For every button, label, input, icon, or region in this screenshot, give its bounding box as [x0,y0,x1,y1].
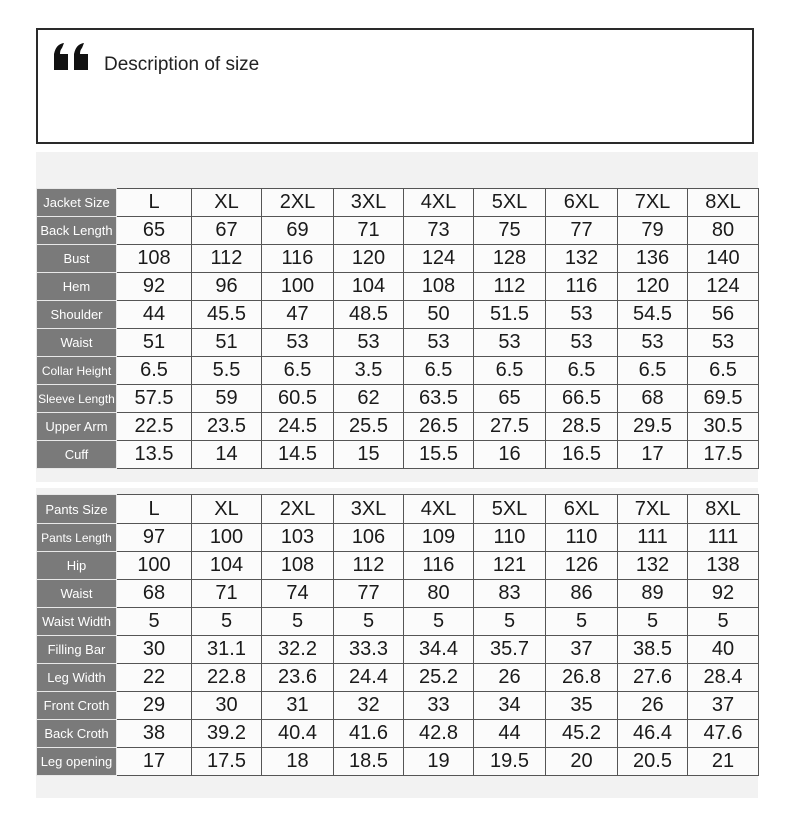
table-cell: 89 [618,580,688,608]
table-cell: 27.5 [474,413,546,441]
table-cell: 5 [404,608,474,636]
table-cell: 6.5 [404,357,474,385]
table-cell: 21 [688,748,759,776]
table-row [37,608,759,636]
table-cell: 124 [404,245,474,273]
table-row [37,301,759,329]
table-cell: 100 [117,552,192,580]
table-cell: 83 [474,580,546,608]
table-cell: 100 [262,273,334,301]
table-cell: 53 [688,329,759,357]
table-cell: 26.8 [546,664,618,692]
row-header-cell: Pants Size [37,495,117,524]
table-cell: 25.5 [334,413,404,441]
table-cell: 17 [117,748,192,776]
row-header-cell: Back Length [37,217,117,245]
table-cell: 44 [117,301,192,329]
table-row [37,748,759,776]
size-header-cell: XL [192,189,262,217]
size-header-cell: XL [192,495,262,524]
table-cell: 5 [117,608,192,636]
table-cell: 6.5 [474,357,546,385]
table-cell: 108 [404,273,474,301]
table-cell: 19.5 [474,748,546,776]
table-cell: 53 [334,329,404,357]
jacket-size-section [36,152,758,482]
table-row [37,217,759,245]
table-cell: 80 [688,217,759,245]
table-cell: 35.7 [474,636,546,664]
table-cell: 47 [262,301,334,329]
table-cell: 77 [546,217,618,245]
table-cell: 28.4 [688,664,759,692]
table-cell: 53 [546,329,618,357]
table-cell: 120 [334,245,404,273]
table-cell: 39.2 [192,720,262,748]
table-cell: 116 [262,245,334,273]
table-cell: 34.4 [404,636,474,664]
row-header-cell: Hip [37,552,117,580]
table-row [37,664,759,692]
table-cell: 68 [117,580,192,608]
size-header-cell: 6XL [546,495,618,524]
table-cell: 6.5 [688,357,759,385]
table-cell: 48.5 [334,301,404,329]
table-cell: 27.6 [618,664,688,692]
size-header-cell: 2XL [262,495,334,524]
table-header-row [37,189,759,217]
table-cell: 86 [546,580,618,608]
size-description-header [36,28,754,144]
table-cell: 100 [192,524,262,552]
row-header-cell: Leg opening [37,748,117,776]
table-cell: 45.2 [546,720,618,748]
size-header-cell: L [117,189,192,217]
table-cell: 32.2 [262,636,334,664]
table-cell: 24.5 [262,413,334,441]
table-cell: 18.5 [334,748,404,776]
table-cell: 60.5 [262,385,334,413]
size-header-cell: 7XL [618,189,688,217]
page-title: Description of size [104,54,260,75]
table-cell: 79 [618,217,688,245]
table-row [37,692,759,720]
table-cell: 66.5 [546,385,618,413]
table-cell: 63.5 [404,385,474,413]
table-cell: 65 [474,385,546,413]
row-header-cell: Upper Arm [37,413,117,441]
table-cell: 80 [404,580,474,608]
table-row [37,524,759,552]
table-row [37,552,759,580]
table-row [37,245,759,273]
table-cell: 40.4 [262,720,334,748]
table-cell: 116 [404,552,474,580]
table-cell: 13.5 [117,441,192,469]
table-cell: 33 [404,692,474,720]
table-cell: 37 [688,692,759,720]
table-cell: 5.5 [192,357,262,385]
table-cell: 54.5 [618,301,688,329]
table-cell: 74 [262,580,334,608]
table-cell: 126 [546,552,618,580]
table-cell: 14.5 [262,441,334,469]
size-header-cell: 8XL [688,495,759,524]
table-cell: 26.5 [404,413,474,441]
table-row [37,385,759,413]
row-header-cell: Shoulder [37,301,117,329]
row-header-cell: Waist [37,329,117,357]
size-header-cell: 5XL [474,495,546,524]
table-cell: 53 [404,329,474,357]
size-header-cell: L [117,495,192,524]
row-header-cell: Filling Bar [37,636,117,664]
table-cell: 138 [688,552,759,580]
table-cell: 132 [546,245,618,273]
table-cell: 38.5 [618,636,688,664]
table-cell: 32 [334,692,404,720]
size-header-cell: 5XL [474,189,546,217]
table-cell: 40 [688,636,759,664]
table-cell: 62 [334,385,404,413]
row-header-cell: Waist Width [37,608,117,636]
table-cell: 28.5 [546,413,618,441]
table-cell: 6.5 [546,357,618,385]
table-cell: 42.8 [404,720,474,748]
table-cell: 92 [688,580,759,608]
table-cell: 97 [117,524,192,552]
table-cell: 96 [192,273,262,301]
row-header-cell: Pants Length [37,524,117,552]
table-cell: 33.3 [334,636,404,664]
table-cell: 18 [262,748,334,776]
table-row [37,720,759,748]
table-row [37,329,759,357]
table-cell: 24.4 [334,664,404,692]
row-header-cell: Jacket Size [37,189,117,217]
table-cell: 5 [546,608,618,636]
table-cell: 57.5 [117,385,192,413]
row-header-cell: Sleeve Length [37,385,117,413]
row-header-cell: Bust [37,245,117,273]
table-cell: 6.5 [262,357,334,385]
table-cell: 26 [618,692,688,720]
table-cell: 5 [688,608,759,636]
table-cell: 120 [618,273,688,301]
table-cell: 19 [404,748,474,776]
table-cell: 75 [474,217,546,245]
table-cell: 16.5 [546,441,618,469]
table-row [37,441,759,469]
row-header-cell: Hem [37,273,117,301]
table-cell: 67 [192,217,262,245]
table-cell: 110 [546,524,618,552]
size-header-cell: 4XL [404,189,474,217]
table-row [37,273,759,301]
table-cell: 50 [404,301,474,329]
table-cell: 37 [546,636,618,664]
table-row [37,636,759,664]
table-cell: 51 [117,329,192,357]
table-row [37,413,759,441]
table-cell: 44 [474,720,546,748]
size-header-cell: 7XL [618,495,688,524]
table-cell: 17 [618,441,688,469]
table-cell: 38 [117,720,192,748]
row-header-cell: Waist [37,580,117,608]
table-cell: 15.5 [404,441,474,469]
table-cell: 17.5 [192,748,262,776]
table-cell: 5 [334,608,404,636]
table-cell: 92 [117,273,192,301]
table-cell: 71 [334,217,404,245]
table-cell: 56 [688,301,759,329]
table-cell: 108 [117,245,192,273]
table-row [37,580,759,608]
quote-icon [52,42,92,77]
table-cell: 16 [474,441,546,469]
table-cell: 110 [474,524,546,552]
table-cell: 65 [117,217,192,245]
table-cell: 69.5 [688,385,759,413]
row-header-cell: Front Croth [37,692,117,720]
table-cell: 29.5 [618,413,688,441]
table-cell: 31 [262,692,334,720]
table-cell: 128 [474,245,546,273]
table-cell: 111 [618,524,688,552]
size-header-cell: 2XL [262,189,334,217]
table-row [37,357,759,385]
size-header-cell: 8XL [688,189,759,217]
table-cell: 69 [262,217,334,245]
table-cell: 5 [618,608,688,636]
table-cell: 106 [334,524,404,552]
table-cell: 104 [334,273,404,301]
table-cell: 30 [117,636,192,664]
table-cell: 22 [117,664,192,692]
table-cell: 136 [618,245,688,273]
table-cell: 3.5 [334,357,404,385]
table-cell: 112 [334,552,404,580]
table-cell: 59 [192,385,262,413]
table-cell: 71 [192,580,262,608]
table-cell: 35 [546,692,618,720]
pants-size-section [36,488,758,798]
table-cell: 26 [474,664,546,692]
table-cell: 109 [404,524,474,552]
table-cell: 14 [192,441,262,469]
table-cell: 41.6 [334,720,404,748]
table-cell: 5 [262,608,334,636]
table-cell: 121 [474,552,546,580]
table-cell: 46.4 [618,720,688,748]
table-cell: 68 [618,385,688,413]
table-cell: 111 [688,524,759,552]
table-cell: 5 [474,608,546,636]
table-cell: 73 [404,217,474,245]
table-cell: 34 [474,692,546,720]
pants-size-table [36,494,759,776]
table-cell: 116 [546,273,618,301]
table-cell: 53 [618,329,688,357]
table-cell: 51 [192,329,262,357]
table-cell: 77 [334,580,404,608]
size-header-cell: 3XL [334,189,404,217]
table-cell: 31.1 [192,636,262,664]
table-cell: 22.5 [117,413,192,441]
size-header-cell: 6XL [546,189,618,217]
size-header-cell: 3XL [334,495,404,524]
table-cell: 29 [117,692,192,720]
table-cell: 112 [192,245,262,273]
table-cell: 124 [688,273,759,301]
table-cell: 6.5 [117,357,192,385]
table-cell: 25.2 [404,664,474,692]
table-cell: 104 [192,552,262,580]
jacket-size-table [36,188,759,469]
table-cell: 20 [546,748,618,776]
table-cell: 17.5 [688,441,759,469]
table-cell: 15 [334,441,404,469]
table-cell: 140 [688,245,759,273]
table-cell: 23.5 [192,413,262,441]
table-cell: 30.5 [688,413,759,441]
row-header-cell: Back Croth [37,720,117,748]
table-header-row [37,495,759,524]
row-header-cell: Cuff [37,441,117,469]
table-cell: 112 [474,273,546,301]
table-cell: 20.5 [618,748,688,776]
table-cell: 45.5 [192,301,262,329]
table-cell: 30 [192,692,262,720]
table-cell: 23.6 [262,664,334,692]
table-cell: 53 [546,301,618,329]
table-cell: 47.6 [688,720,759,748]
table-cell: 132 [618,552,688,580]
size-header-cell: 4XL [404,495,474,524]
table-cell: 51.5 [474,301,546,329]
table-cell: 6.5 [618,357,688,385]
table-cell: 108 [262,552,334,580]
table-cell: 53 [262,329,334,357]
table-cell: 5 [192,608,262,636]
row-header-cell: Collar Height [37,357,117,385]
table-cell: 103 [262,524,334,552]
row-header-cell: Leg Width [37,664,117,692]
table-cell: 53 [474,329,546,357]
table-cell: 22.8 [192,664,262,692]
